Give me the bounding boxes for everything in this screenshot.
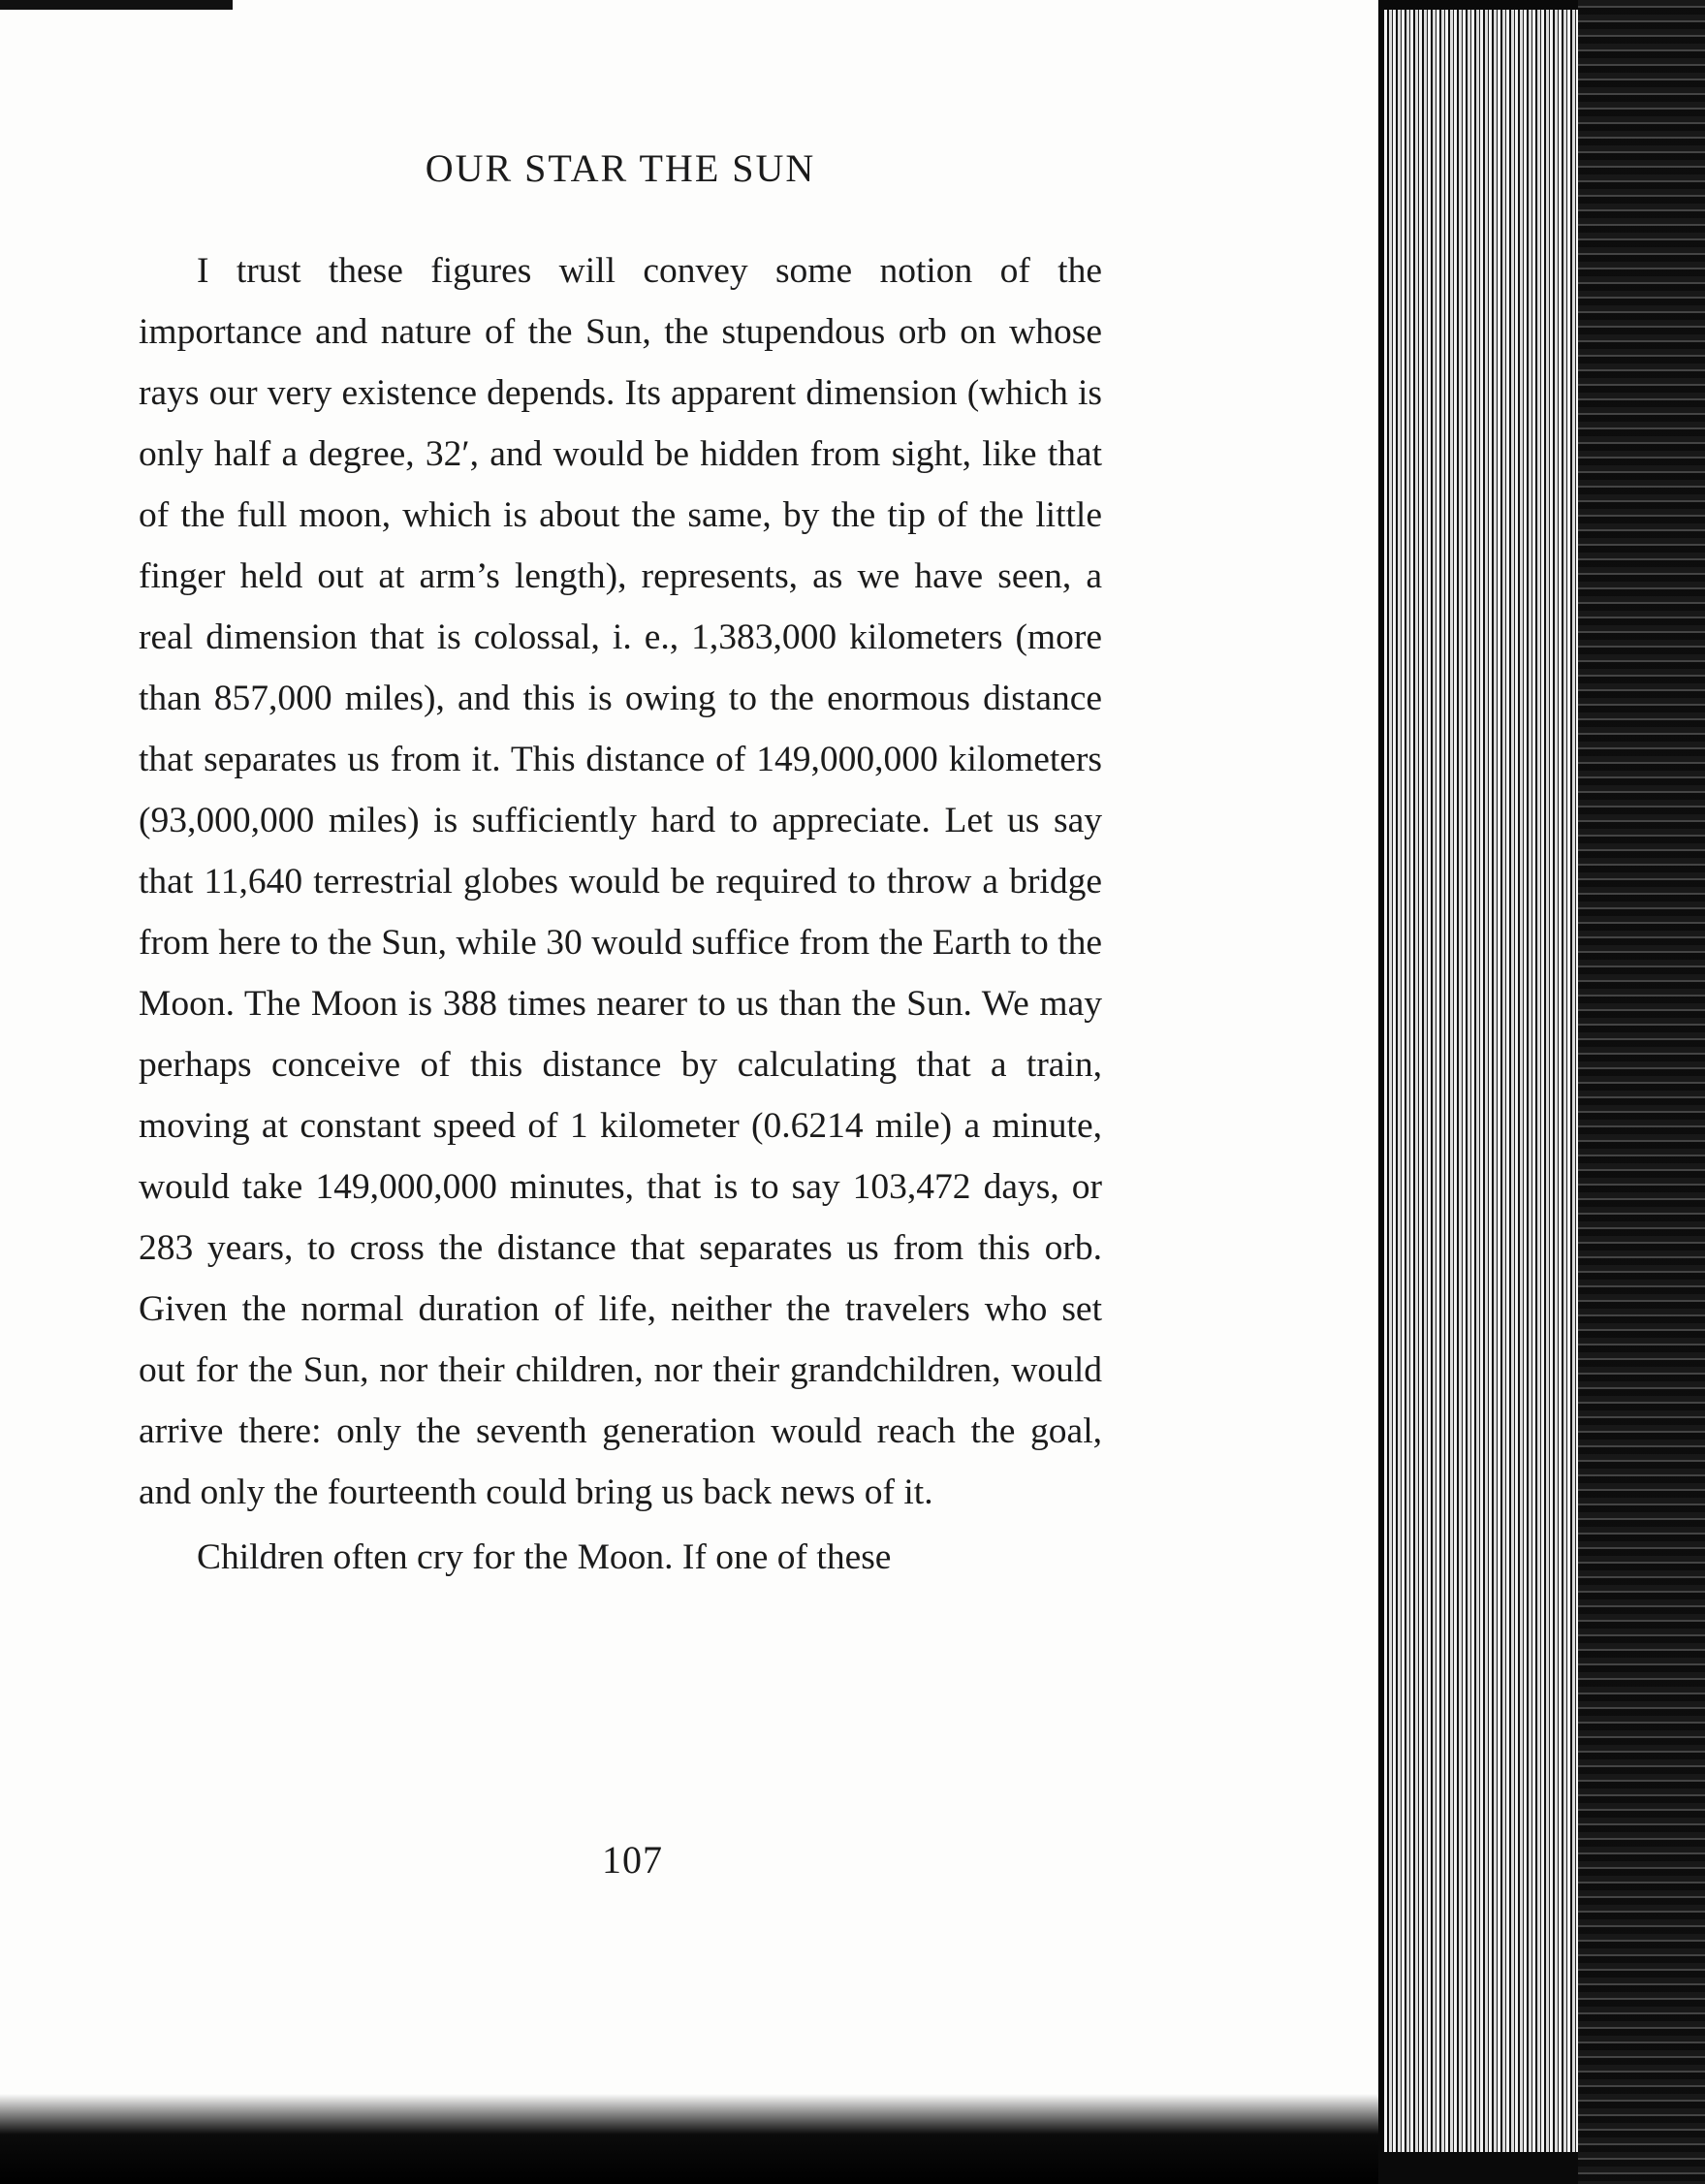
book-page-edge <box>1378 0 1705 2184</box>
paragraph: Children often cry for the Moon. If one of these <box>197 1537 892 1577</box>
scan-shadow-top <box>0 0 233 10</box>
page-number: 107 <box>602 1838 663 1882</box>
scan-shadow-bottom <box>0 2094 1378 2184</box>
running-head: OUR STAR THE SUN <box>425 146 816 190</box>
page-edge-shadow <box>1578 0 1705 2184</box>
body-text <box>139 240 1102 1588</box>
paragraph: I trust these figures will convey some notion of the importance and nature of the Sun, the stupendous orb on whose rays our very existence depends. Its apparent dimension (which is only half a degree, 32′, and would be hidden from sight, like that of the full moon, which is about the same, by the tip of the little finger held out at arm’s length), represents, as we have seen, a real dimension that is colossal, i. e., 1,383,000 kilometers (more than 857,000 miles), and this is owing to the enormous distance that separates us from it. This distance of 149,000,000 kilometers (93,000,000 miles) is sufficiently hard to appreciate. Let us say that 11,640 terrestrial globes would be required to throw a bridge from here to the Sun, while 30 would suffice from the Earth to the Moon. The Moon is 388 times nearer to us than the Sun. We may perhaps conceive of this distance by calculating that a train, moving at constant speed of 1 kilometer (0.6214 mile) a minute, would take 149,000,000 minutes, that is to say 103,472 days, or 283 years, to cross the distance that separates us from this orb. Given the normal duration of life, neither the travelers who set out for the Sun, nor their children, nor their grandchildren, would arrive there: only the seventh generation would reach the goal, and only the fourteenth could bring us back news of it. <box>139 251 1102 1512</box>
page-edge-lines <box>1384 10 1578 2152</box>
